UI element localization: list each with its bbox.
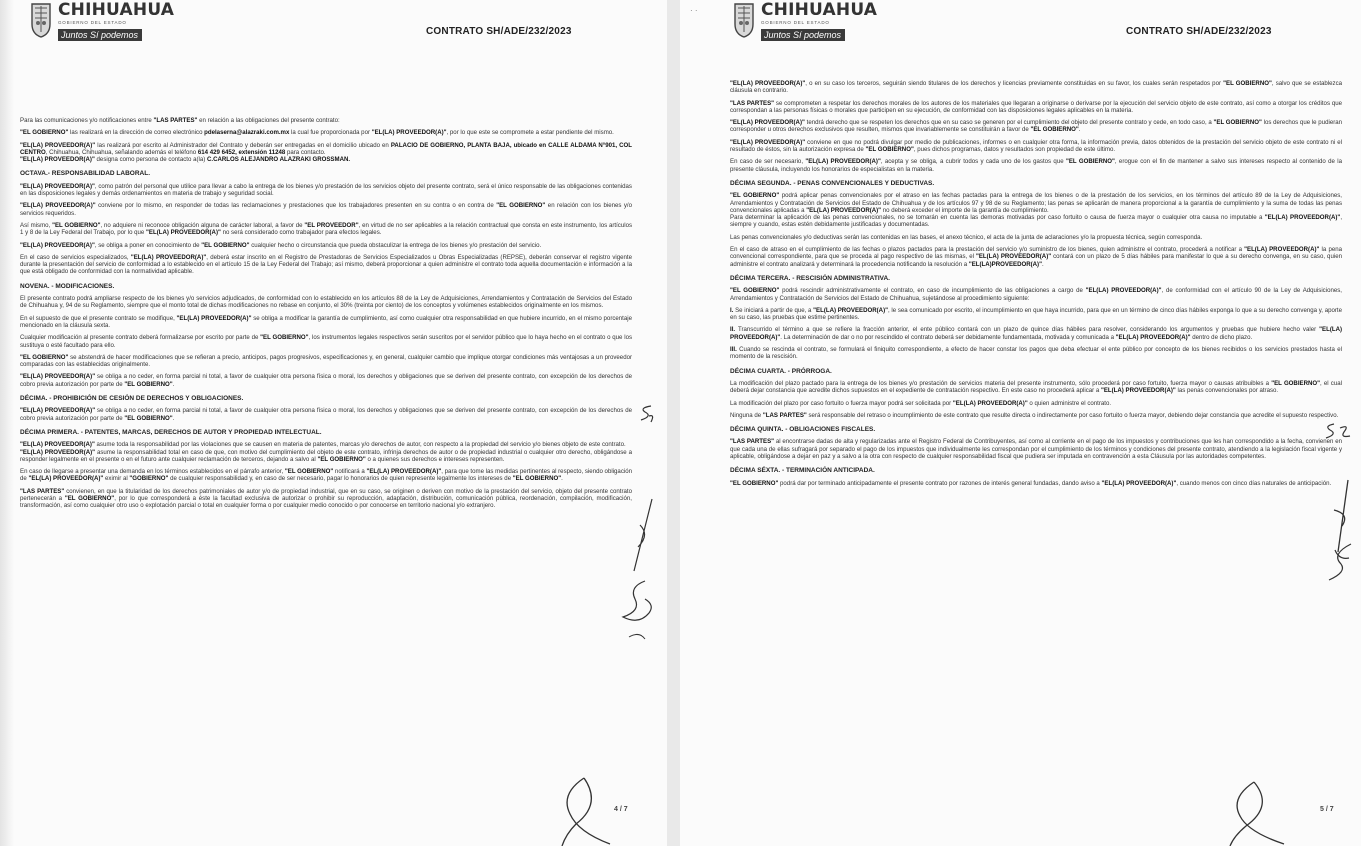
page-number: 4 / 7 — [614, 806, 628, 813]
clause-paragraph: "EL(LA) PROVEEDOR(A)", se obliga a poner en conocimiento de "EL GOBIERNO" cualquier hecho o circunstancia que pueda obstaculizar la entrega de los bienes y/o prestación del servicio. — [20, 241, 542, 249]
clause-heading: DÉCIMA TERCERA. - RESCISIÓN ADMINISTRATIVA. — [730, 274, 890, 282]
clause-paragraph: En caso de ser necesario, "EL(LA) PROVEEDOR(A)", acepta y se obliga, a cubrir todos y cada uno de los gastos que "EL GOBIERNO", erogue con el fin de mantener a salvo sus intereses respecto al contenido de la presente cláusula, incluyendo los honorarios de especialistas en la materia. — [730, 158, 1342, 173]
page-gutter — [667, 0, 680, 846]
clause-paragraph: "EL(LA) PROVEEDOR(A)" tendrá derecho que se respeten los derechos que en su caso se generen por el cumplimiento del objeto del presente contrato y cede, en todo caso, a "EL GOBIERNO" los derechos que le pudieran corresponder u otros derechos exclusivos que resulten, mismos que invariablemente se constituirán a favor de "EL GOBIERNO". — [730, 119, 1343, 134]
clause-heading: DÉCIMA QUINTA. - OBLIGACIONES FISCALES. — [730, 426, 876, 434]
clause-paragraph: Así mismo, "EL GOBIERNO", no adquiere ni reconoce obligación alguna de carácter laboral, a favor de "EL PROVEEDOR", en virtud de no ser aplicables a la relación contractual que consta en este instrumento, los artículos 1 y 8 de la Ley Federal del Trabajo, por lo que "EL(LA) PROVEEDOR(A)" no será considerado como trabajador para efectos legales. — [20, 221, 633, 237]
clause-paragraph: I. Se iniciará a partir de que, a "EL(LA) PROVEEDOR(A)", le sea comunicado por escrito, el incumplimiento en que haya incurrido, para que en un término de cinco días hábiles exponga lo que a su derecho convenga y, aporte en su caso, las pruebas que estime pertinentes. — [730, 306, 1342, 322]
brand-name: CHIHUAHUA — [58, 0, 175, 20]
clause-paragraph: Cualquier modificación al presente contrato deberá formalizarse por escrito por parte de "EL GOBIERNO", los instrumentos legales respectivos serán suscritos por el servidor público que lo haya hecho en el contrato o que los sustituya o esté facultado para ello. — [20, 334, 633, 349]
brand-name: CHIHUAHUA — [761, 0, 878, 20]
clause-paragraph: "EL(LA) PROVEEDOR(A)" conviene por lo mismo, en responder de todas las reclamaciones y prestaciones que los trabajadores presenten en su contra o en contra de "EL GOBIERNO" en relación con los bienes y/o servicios requeridos. — [20, 202, 633, 217]
clause-heading: OCTAVA.- RESPONSABILIDAD LABORAL. — [20, 170, 150, 178]
clause-paragraph: "EL(LA) PROVEEDOR(A)", como patrón del personal que utilice para llevar a cabo la entrega de los bienes y/o prestación de los servicios objeto del presente contrato, será el único responsable de las obligaciones contenidas en las disposiciones legales y demás ordenamientos en materia de trabajo y seguridad social. — [20, 182, 632, 198]
scan-edge-shadow — [0, 0, 14, 846]
brand-subtitle: GOBIERNO DEL ESTADO — [761, 20, 830, 25]
clause-paragraph: "EL(LA) PROVEEDOR(A)" las realizará por escrito al Administrador del Contrato y deberán ser entregadas en el domicilio ubicado en PALACIO DE GOBIERNO, PLANTA BAJA, ubicado en CALLE ALDAMA N°901, COL CENTRO, Chihuahua, Chihuahua, señalando además el teléfono 614 429 6452, extensión 11248 para contacto. "EL(LA) PROVEEDOR(A)" designa como persona de contacto a(la) C.CARLOS ALEJANDRO ALAZRAKI GROSSMAN. — [20, 141, 632, 164]
clause-paragraph: Las penas convencionales y/o deductivas serán las contenidas en las bases, el anexo técnico, el acta de la junta de aclaraciones y/o la propuesta técnica, según corresponda. — [730, 233, 1203, 241]
initial-signature-mark — [1325, 540, 1355, 584]
contract-number: CONTRATO SH/ADE/232/2023 — [1126, 26, 1272, 37]
clause-paragraph: "EL GOBIERNO" podrá aplicar penas convencionales por el atraso en las fechas pactadas para la entrega de los bienes o de la prestación de los servicios, en los términos del artículo 89 de la Ley de Adquisiciones, Arrendamientos y Contratación de Servicios del Estado de Chihuahua y de los artículos 97 y 98 de su Reglamento; las penas se aplicarán de manera proporcional a la garantía de cumplimiento y la suma de todas las penas convencionales aplicadas a "EL(LA) PROVEEDOR(A)" no deberá exceder el importe de la garantía de cumplimiento. Para determinar la aplicación de las penas convencionales, no se tomarán en cuenta las demoras motivadas por caso fortuito o causa de fuerza mayor o cualquier otra causa no imputable a "EL(LA) PROVEEDOR(A)", siempre y cuando, estas estén debidamente justificadas y documentadas. — [730, 192, 1343, 229]
clause-paragraph: "EL GOBIERNO" las realizará en la dirección de correo electrónico pdelaserna@alazraki.com.mx la cual fue proporcionada por "EL(LA) PROVEEDOR(A)", por lo que este se compromete a estar pendiente del mismo. — [20, 129, 614, 137]
clause-paragraph: En el caso de servicios especializados, "EL(LA) PROVEEDOR(A)", deberá estar inscrito en el Registro de Prestadoras de Servicios Especializados u Obras Especializadas (REPSE), deberán conservar el registro vigente durante la presentación del servicio de conformidad a lo establecido en el artículo 15 de la Ley Federal del Trabajo; así mismo, deberá proporcionar a quien administre el contrato toda aquella documentación e información a la que está obligado de conformidad con la normatividad aplicable. — [20, 253, 632, 276]
left-page-text — [20, 117, 632, 515]
signature-mark — [554, 774, 618, 846]
clause-paragraph: La modificación del plazo por caso fortuito o fuerza mayor podrá ser solicitada por "EL(LA) PROVEEDOR(A)" o quien administre el contrato. — [730, 399, 1112, 407]
clause-paragraph: "EL GOBIERNO" podrá dar por terminado anticipadamente el presente contrato por razones de interés general fundadas, dando aviso a "EL(LA) PROVEEDOR(A)", cuando menos con cinco días naturales de anticipación. — [730, 479, 1332, 487]
contract-number: CONTRATO SH/ADE/232/2023 — [426, 26, 572, 37]
scan-artifact: · · — [690, 6, 698, 15]
initial-signature-mark — [635, 402, 657, 424]
clause-paragraph: "EL(LA) PROVEEDOR(A)" se obliga a no ceder, en forma parcial ni total, a favor de cualquier otra persona física o moral, los derechos y obligaciones que se deriven del presente contrato, con excepción de los derechos de cobro previa autorización por parte de "EL GOBIERNO". — [20, 373, 632, 388]
clause-paragraph: "EL(LA) PROVEEDOR(A)" asume toda la responsabilidad por las violaciones que se causen en materia de patentes, marcas y/o derechos de autor, con respecto a la propiedad del servicio y/o bienes objeto de este contrato. "EL(LA) PROVEEDOR(A)" asume la responsabilidad total en caso de que, con motivo del cumplimiento del objeto de este contrato, infrinja derechos de autor o de propiedad industrial o cualquier otro derecho, obligándose a responder legalmente en el presente o en el futuro ante cualquier reclamación de terceros, dejando a salvo al "EL GOBIERNO" o a quienes sus derechos e intereses representen. — [20, 441, 632, 463]
state-crest-icon — [30, 2, 52, 38]
clause-heading: DÉCIMA CUARTA. - PRÓRROGA. — [730, 367, 832, 375]
signature-mark — [1220, 778, 1290, 846]
clause-paragraph: "EL GOBIERNO" se abstendrá de hacer modificaciones que se refieran a precio, anticipos, pagos progresivos, especificaciones y, en general, cualquier cambio que implique otorgar condiciones más ventajosas a un proveedor comparadas con las establecidas originalmente. — [20, 353, 633, 369]
chihuahua-logo — [733, 2, 877, 43]
clause-paragraph: En caso de llegarse a presentar una demanda en los términos establecidos en el párrafo anterior, "EL GOBIERNO" notificará a "EL(LA) PROVEEDOR(A)", para que tome las medidas pertinentes al respecto, siendo obligación de "EL(LA) PROVEEDOR(A)" eximir al "GOBIERNO" de cualquier responsabilidad y, en caso de ser necesario, pagar lo honorarios de quien represente legalmente los intereses de "EL GOBIERNO". — [20, 468, 632, 483]
brand-slogan: Juntos Sí podemos — [761, 29, 845, 41]
clause-heading: DÉCIMA. - PROHIBICIÓN DE CESIÓN DE DERECHOS Y OBLIGACIONES. — [20, 395, 244, 403]
clause-paragraph: En el caso de atraso en el cumplimiento de las fechas o plazos pactados para la prestación del servicio y/o suministro de los bienes, quien administre el contrato, procederá a notificar a "EL(LA) PROVEEDOR(A)" la pena convencional correspondiente, para que se proceda al pago respectivo de las mismas, el "EL(LA) PROVEEDOR(A)" contará con un plazo de 5 días hábiles para manifestar lo que a su derecho convenga, en su caso, quien administre el contrato analizará y determinará la procedencia notificando la resolución a "EL(LA)PROVEEDOR(A)". — [730, 246, 1342, 268]
clause-paragraph: "EL(LA) PROVEEDOR(A)" conviene en que no podrá divulgar por medio de publicaciones, informes o en cualquier otra forma, la información previa, datos obtenidos de la prestación del servicio objeto de este contrato ni el resultado de éstos, sin la autorización expresa de "EL GOBIERNO", pues dichos programas, datos y resultados son propiedad de este último. — [730, 138, 1342, 154]
clause-paragraph: "LAS PARTES" convienen, en que la titularidad de los derechos patrimoniales de autor y/o de propiedad industrial, que en su caso, se originen o deriven con motivo de la prestación del servicio, objeto del presente contrato pertenecerán a "EL GOBIERNO", por lo que corresponderá a éste la facultad exclusiva de autorizar o prohibir su reproducción, adaptación, distribución, comunicación pública, reordenación, compilación, modificación, transformación, así como cualquier otro uso o explotación parcial o total en cualquier forma o por cualquier medio conocido o por conocerse en territorio nacional y/o extranjero. — [20, 487, 633, 510]
clause-paragraph: "EL(LA) PROVEEDOR(A)" se obliga a no ceder, en forma parcial ni total, a favor de cualquier otra persona física o moral, los derechos y obligaciones que se deriven del presente contrato, con excepción de los derechos de cobro previa autorización por parte de "EL GOBIERNO". — [20, 407, 632, 422]
page-number: 5 / 7 — [1320, 806, 1334, 813]
clause-paragraph: "LAS PARTES" al encontrarse dadas de alta y regularizadas ante el Registro Federal de Contribuyentes, así como al corriente en el pago de los impuestos y contribuciones que les han correspondido a la fecha, convienen en que cada una de ellas sufragará por separado el pago de los impuestos que individualmente les correspondan por el cumplimiento de los términos y condiciones del presente contrato, atendiendo a la legislación fiscal vigente y aplicable, obligándose a dejar en paz y a salvo a la otra con respecto de cualquier responsabilidad fiscal que pudiera ser imputada en contravención a esta Cláusula por las autoridades competentes. — [730, 438, 1342, 460]
brand-slogan: Juntos Sí podemos — [58, 29, 142, 41]
clause-paragraph: "EL GOBIERNO" podrá rescindir administrativamente el contrato, en caso de incumplimiento de las obligaciones a cargo de "EL(LA) PROVEEDOR(A)", de conformidad con el artículo 90 de la Ley de Adquisiciones, Arrendamientos y Contratación de Servicios del Estado de Chihuahua, sujetándose al procedimiento siguiente: — [730, 287, 1342, 302]
clause-paragraph: II. Transcurrido el término a que se refiere la fracción anterior, el ente público contará con un plazo de quince días hábiles para resolver, considerando los argumentos y pruebas que hubiere hecho valer "EL(LA) PROVEEDOR(A)". La determinación de dar o no por rescindido el contrato deberá ser debidamente fundamentada, motivada y comunicada a "EL(LA) PROVEEDOR(A)" dentro de dicho plazo. — [730, 326, 1342, 341]
clause-paragraph: La modificación del plazo pactado para la entrega de los bienes y/o prestación de servicios materia del presente instrumento, sólo procederá por caso fortuito, fuerza mayor o causas atribuibles a "EL GOBIERNO", el cual deberá dejar constancia que acredite dichos supuestos en el expediente de contratación respectivo. En este caso no procederá aplicar a "EL(LA) PROVEEDOR(A)" las penas convencionales por atraso. — [730, 379, 1342, 395]
clause-paragraph: Ninguna de "LAS PARTES" será responsable del retraso o incumplimiento de este contrato que resulte directa o indirectamente por caso fortuito o fuerza mayor, debiendo dejar constancia que acredite el supuesto respectivo. — [730, 411, 1339, 419]
clause-paragraph: "LAS PARTES" se comprometen a respetar los derechos morales de los autores de los materiales que llegaran a originarse o derivarse por la ejecución del servicio objeto de este contrato, así como a otorgar los créditos que correspondan a las personas físicas o morales que participen en su ejecución, de conformidad con las disposiciones legales aplicables en la materia. — [730, 99, 1342, 114]
clause-paragraph: Para las comunicaciones y/o notificaciones entre "LAS PARTES" en relación a las obligaciones del presente contrato: — [20, 117, 340, 124]
initial-signature-mark — [1322, 420, 1354, 442]
document-page-left — [0, 0, 667, 846]
clause-paragraph: El presente contrato podrá ampliarse respecto de los bienes y/o servicios adjudicados, de conformidad con lo establecido en los artículos 88 de la Ley de Adquisiciones, Arrendamientos y Contratación de Servicios del Estado de Chihuahua y, 94 de su Reglamento, siempre que el monto total de dichas modificaciones no rebase en conjunto, el 30% (treinta por ciento) de los conceptos y volúmenes establecidos originalmente en los mismos. — [20, 295, 632, 310]
clause-paragraph: III. Cuando se rescinda el contrato, se formulará el finiquito correspondiente, a efecto de hacer constar los pagos que deba efectuar el ente público por concepto de los bienes recibidos o los servicios prestados hasta el momento de la rescisión. — [730, 346, 1342, 361]
initial-signature-mark — [628, 495, 658, 575]
clause-heading: DÉCIMA PRIMERA. - PATENTES, MARCAS, DERECHOS DE AUTOR Y PROPIEDAD INTELECTUAL. — [20, 428, 322, 436]
document-page-right — [680, 0, 1361, 846]
clause-paragraph: "EL(LA) PROVEEDOR(A)", o en su caso los terceros, seguirán siendo titulares de los derechos y licencias previamente constituidas en su favor, los cuales serán respetados por "EL GOBIERNO", salvo que se establezca cláusula en contrario. — [730, 80, 1343, 95]
brand-subtitle: GOBIERNO DEL ESTADO — [58, 20, 127, 25]
clause-paragraph: En el supuesto de que el presente contrato se modifique, "EL(LA) PROVEEDOR(A)" se obliga a modificar la garantía de cumplimiento, así como cualquier otra responsabilidad en que hubiere incurrido, en el mismo porcentaje mencionado en la cláusula sexta. — [20, 314, 632, 329]
right-page-text — [730, 80, 1342, 492]
initial-signature-mark — [615, 577, 659, 645]
clause-heading: DÉCIMA SEGUNDA. - PENAS CONVENCIONALES Y DEDUCTIVAS. — [730, 179, 935, 187]
state-crest-icon — [733, 2, 755, 38]
clause-heading: DÉCIMA SÉXTA. - TERMINACIÓN ANTICIPADA. — [730, 467, 875, 475]
chihuahua-logo — [30, 2, 174, 43]
clause-heading: NOVENA. - MODIFICACIONES. — [20, 282, 115, 290]
